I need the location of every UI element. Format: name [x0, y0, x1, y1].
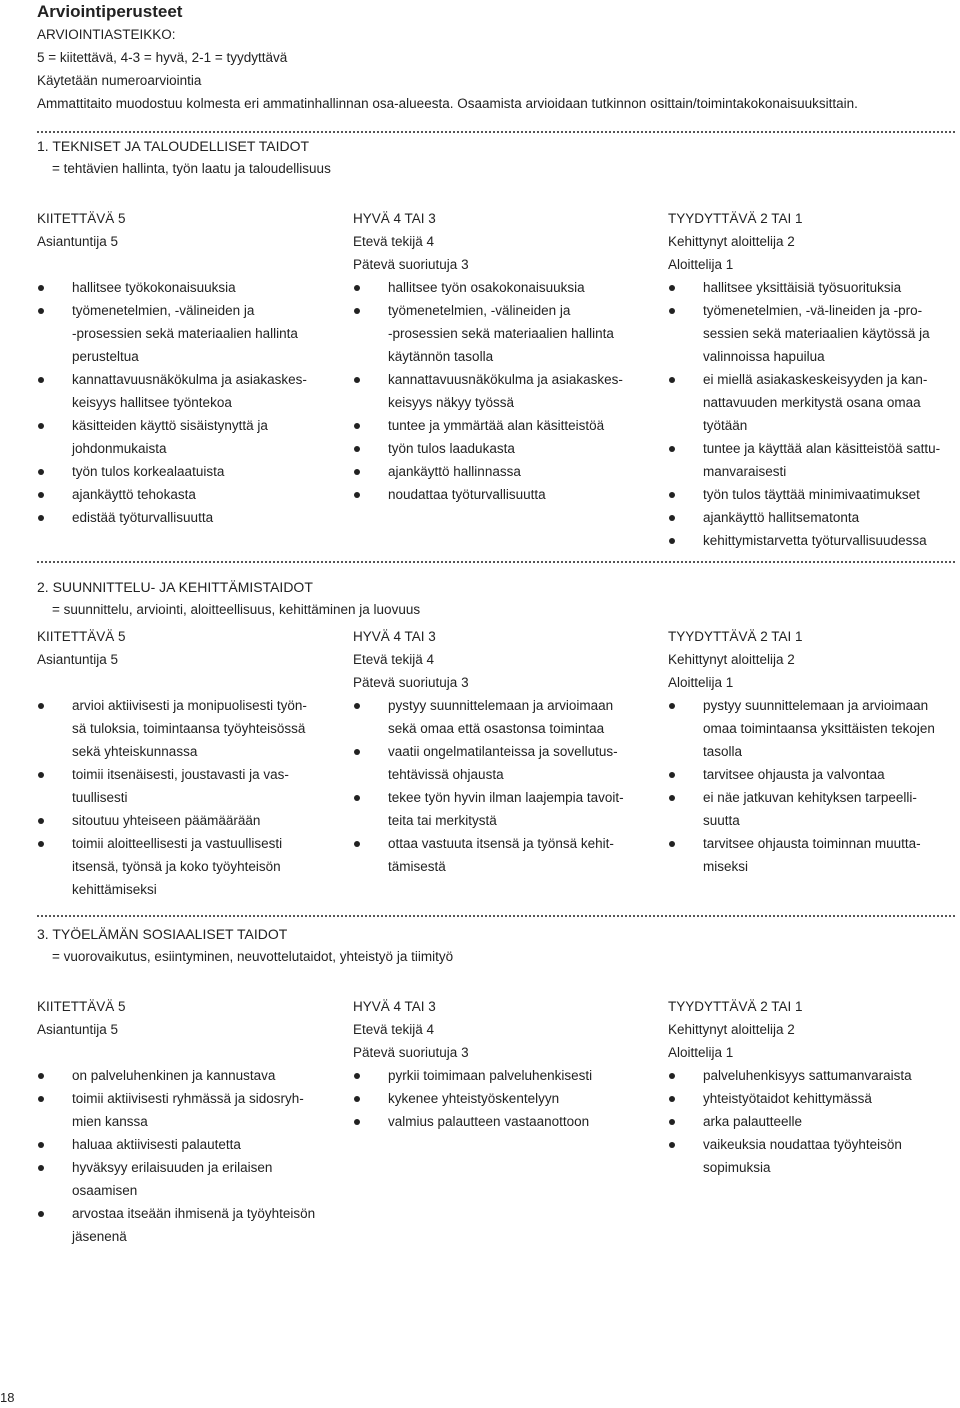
criteria-item: [668, 276, 953, 299]
section-heading: 2. SUUNNITTELU- JA KEHITTÄMISTAIDOT: [37, 579, 313, 595]
grade-column: [353, 207, 638, 506]
criteria-text: ajankäyttö hallitsematonta: [703, 510, 860, 525]
criteria-text: edistää työturvallisuutta: [72, 510, 214, 525]
criteria-item: [668, 1087, 953, 1110]
criteria-text: haluaa aktiivisesti palautetta: [72, 1137, 241, 1152]
criteria-item: [668, 763, 953, 786]
criteria-item: [668, 832, 953, 878]
criteria-text: kehittämiseksi: [72, 882, 157, 897]
level-label: Etevä tekijä 4: [353, 652, 435, 667]
section-heading: 1. TEKNISET JA TALOUDELLISET TAIDOT: [37, 138, 310, 154]
criteria-text: sä tuloksia, toimintaansa työyhteisössä: [72, 721, 306, 736]
criteria-item: [668, 437, 953, 483]
criteria-text: keisyys hallitsee työntekoa: [72, 395, 232, 410]
criteria-item: [353, 460, 638, 483]
grade-label: HYVÄ 4 TAI 3: [353, 211, 436, 226]
criteria-item: [353, 414, 638, 437]
criteria-item: [37, 1133, 322, 1156]
grade-label: KIITETTÄVÄ 5: [37, 629, 126, 644]
grade-column: [668, 625, 953, 878]
criteria-text: miseksi: [703, 859, 749, 874]
criteria-text: työmenetelmien, -välineiden ja: [388, 303, 571, 318]
criteria-item: [37, 1156, 322, 1202]
criteria-text: pystyy suunnittelemaan ja arvioimaan: [388, 698, 614, 713]
criteria-text: teita tai merkitystä: [388, 813, 497, 828]
criteria-text: sekä omaa että osastonsa toimintaa: [388, 721, 605, 736]
criteria-text: tuntee ja käyttää alan käsitteistöä sattu-: [703, 441, 941, 456]
section-divider: [37, 131, 955, 133]
criteria-text: kykenee yhteistyöskentelyyn: [388, 1091, 560, 1106]
criteria-text: arvostaa itseään ihmisenä ja työyhteisön: [72, 1206, 316, 1221]
criteria-text: vaikeuksia noudattaa työyhteisön: [703, 1137, 902, 1152]
criteria-item: [353, 368, 638, 414]
criteria-text: ei näe jatkuvan kehityksen tarpeelli-: [703, 790, 917, 805]
criteria-list: [37, 694, 322, 901]
section-heading: 3. TYÖELÄMÄN SOSIAALISET TAIDOT: [37, 926, 288, 942]
criteria-text: toimii aktiivisesti ryhmässä ja sidosryh-: [72, 1091, 304, 1106]
criteria-item: [37, 763, 322, 809]
level-label: Kehittynyt aloittelija 2: [668, 652, 795, 667]
criteria-item: [37, 1064, 322, 1087]
grade-column: [668, 995, 953, 1179]
competence-description: Ammattitaito muodostuu kolmesta eri ammatinhallinnan osa-alueesta. Osaamista arvioidaan tutkinnon osittain/toimintakokonaisuuksittain.: [37, 96, 858, 111]
criteria-text: työtään: [703, 418, 748, 433]
criteria-text: kannattavuusnäkökulma ja asiakaskes-: [72, 372, 307, 387]
level-label: [37, 1041, 322, 1064]
criteria-item: [37, 1087, 322, 1133]
grade-column: [668, 207, 953, 552]
criteria-item: [353, 276, 638, 299]
criteria-text: kannattavuusnäkökulma ja asiakaskes-: [388, 372, 623, 387]
criteria-item: [37, 483, 322, 506]
criteria-text: jäsenenä: [72, 1229, 127, 1244]
criteria-text: sessien sekä materiaalien käytössä ja: [703, 326, 930, 341]
criteria-item: [668, 1133, 953, 1179]
criteria-item: [37, 506, 322, 529]
criteria-text: suutta: [703, 813, 740, 828]
criteria-text: tuullisesti: [72, 790, 128, 805]
criteria-text: omaa toimintaansa yksittäisten tekojen: [703, 721, 935, 736]
criteria-list: [353, 276, 638, 506]
criteria-text: tehtävissä ohjausta: [388, 767, 504, 782]
level-label: Aloittelija 1: [668, 675, 734, 690]
criteria-text: yhteistyötaidot kehittymässä: [703, 1091, 872, 1106]
level-label: Pätevä suoriutuja 3: [353, 257, 469, 272]
level-label: Kehittynyt aloittelija 2: [668, 1022, 795, 1037]
criteria-item: [353, 832, 638, 878]
criteria-text: toimii itsenäisesti, joustavasti ja vas-: [72, 767, 289, 782]
criteria-item: [37, 1202, 322, 1248]
criteria-item: [668, 529, 953, 552]
criteria-item: [353, 694, 638, 740]
criteria-item: [353, 1110, 638, 1133]
criteria-text: sitoutuu yhteiseen päämäärään: [72, 813, 261, 828]
criteria-text: työmenetelmien, -välineiden ja: [72, 303, 255, 318]
criteria-text: ottaa vastuuta itsensä ja työnsä kehit-: [388, 836, 614, 851]
criteria-text: palveluhenkisyys sattumanvaraista: [703, 1068, 912, 1083]
level-label: Etevä tekijä 4: [353, 234, 435, 249]
criteria-item: [37, 832, 322, 901]
rating-scale-heading: ARVIOINTIASTEIKKO:: [37, 27, 176, 42]
section-subheading: = vuorovaikutus, esiintyminen, neuvottelutaidot, yhteistyö ja tiimityö: [52, 949, 454, 964]
rating-scale: 5 = kiitettävä, 4-3 = hyvä, 2-1 = tyydyttävä: [37, 50, 288, 65]
criteria-text: vaatii ongelmatilanteissa ja sovellutus-: [388, 744, 618, 759]
grade-column: [353, 995, 638, 1133]
grade-column: [37, 207, 322, 529]
criteria-text: valinnoissa hapuilua: [703, 349, 825, 364]
criteria-list: [37, 276, 322, 529]
criteria-text: itsensä, työnsä ja koko työyhteisön: [72, 859, 281, 874]
criteria-text: kehittymistarvetta työturvallisuudessa: [703, 533, 927, 548]
criteria-text: tämisestä: [388, 859, 446, 874]
criteria-item: [668, 483, 953, 506]
criteria-text: nattavuuden merkitystä osana omaa: [703, 395, 921, 410]
criteria-text: arka palautteelle: [703, 1114, 803, 1129]
criteria-text: valmius palautteen vastaanottoon: [388, 1114, 590, 1129]
criteria-text: ajankäyttö tehokasta: [72, 487, 196, 502]
criteria-item: [37, 694, 322, 763]
criteria-text: arvioi aktiivisesti ja monipuolisesti työn-: [72, 698, 307, 713]
criteria-list: [668, 694, 953, 878]
criteria-text: käsitteiden käyttö sisäistynyttä ja: [72, 418, 268, 433]
criteria-item: [353, 1064, 638, 1087]
level-label: Pätevä suoriutuja 3: [353, 1045, 469, 1060]
criteria-text: on palveluhenkinen ja kannustava: [72, 1068, 276, 1083]
criteria-item: [37, 299, 322, 368]
criteria-list: [37, 1064, 322, 1248]
criteria-text: työn tulos korkealaatuista: [72, 464, 225, 479]
criteria-text: toimii aloitteellisesti ja vastuullisesti: [72, 836, 283, 851]
criteria-item: [668, 786, 953, 832]
criteria-text: käytännön tasolla: [388, 349, 494, 364]
grade-column: [37, 625, 322, 901]
criteria-text: -prosessien sekä materiaalien hallinta: [72, 326, 298, 341]
criteria-text: tasolla: [703, 744, 743, 759]
criteria-text: osaamisen: [72, 1183, 138, 1198]
criteria-item: [353, 1087, 638, 1110]
criteria-text: hallitsee työkokonaisuuksia: [72, 280, 236, 295]
criteria-item: [668, 506, 953, 529]
criteria-text: tarvitsee ohjausta toiminnan muutta-: [703, 836, 921, 851]
level-label: [37, 671, 322, 694]
criteria-item: [353, 786, 638, 832]
criteria-text: mien kanssa: [72, 1114, 148, 1129]
criteria-text: tarvitsee ohjausta ja valvontaa: [703, 767, 885, 782]
criteria-item: [37, 414, 322, 460]
level-label: Asiantuntija 5: [37, 234, 119, 249]
criteria-text: hallitsee yksittäisiä työsuorituksia: [703, 280, 902, 295]
criteria-text: perusteltua: [72, 349, 139, 364]
criteria-list: [353, 694, 638, 878]
page-title: Arviointiperusteet: [37, 2, 183, 21]
criteria-item: [668, 1064, 953, 1087]
criteria-list: [668, 276, 953, 552]
criteria-text: sekä yhteiskunnassa: [72, 744, 198, 759]
level-label: Asiantuntija 5: [37, 652, 119, 667]
grade-label: KIITETTÄVÄ 5: [37, 211, 126, 226]
criteria-item: [353, 299, 638, 368]
criteria-item: [37, 809, 322, 832]
criteria-item: [353, 437, 638, 460]
level-label: [37, 253, 322, 276]
criteria-text: pyrkii toimimaan palveluhenkisesti: [388, 1068, 593, 1083]
criteria-text: noudattaa työturvallisuutta: [388, 487, 546, 502]
criteria-text: keisyys näkyy työssä: [388, 395, 515, 410]
grade-column: [37, 995, 322, 1248]
criteria-text: -prosessien sekä materiaalien hallinta: [388, 326, 614, 341]
criteria-text: manvaraisesti: [703, 464, 787, 479]
page-number: 18: [0, 1390, 15, 1405]
criteria-item: [37, 460, 322, 483]
criteria-text: työn tulos täyttää minimivaatimukset: [703, 487, 920, 502]
level-label: Etevä tekijä 4: [353, 1022, 435, 1037]
criteria-text: hyväksyy erilaisuuden ja erilaisen: [72, 1160, 273, 1175]
criteria-text: työmenetelmien, -vä-lineiden ja -pro-: [703, 303, 923, 318]
criteria-text: sopimuksia: [703, 1160, 771, 1175]
criteria-text: tekee työn hyvin ilman laajempia tavoit-: [388, 790, 624, 805]
criteria-text: pystyy suunnittelemaan ja arvioimaan: [703, 698, 929, 713]
criteria-text: työn tulos laadukasta: [388, 441, 515, 456]
criteria-item: [353, 740, 638, 786]
criteria-text: tuntee ja ymmärtää alan käsitteistöä: [388, 418, 605, 433]
section-divider: [37, 561, 955, 563]
section-subheading: = suunnittelu, arviointi, aloitteellisuus, kehittäminen ja luovuus: [52, 602, 421, 617]
criteria-item: [37, 368, 322, 414]
grade-label: KIITETTÄVÄ 5: [37, 999, 126, 1014]
level-label: Pätevä suoriutuja 3: [353, 675, 469, 690]
level-label: Aloittelija 1: [668, 257, 734, 272]
level-label: Asiantuntija 5: [37, 1022, 119, 1037]
criteria-list: [668, 1064, 953, 1179]
criteria-text: johdonmukaista: [72, 441, 167, 456]
numeric-rating-note: Käytetään numeroarviointia: [37, 73, 202, 88]
criteria-text: ei miellä asiakaskeskeisyyden ja kan-: [703, 372, 928, 387]
level-label: Aloittelija 1: [668, 1045, 734, 1060]
grade-label: TYYDYTTÄVÄ 2 TAI 1: [668, 629, 803, 644]
criteria-list: [353, 1064, 638, 1133]
section-divider: [37, 915, 955, 917]
criteria-item: [668, 694, 953, 763]
level-label: Kehittynyt aloittelija 2: [668, 234, 795, 249]
criteria-item: [37, 276, 322, 299]
criteria-item: [668, 1110, 953, 1133]
criteria-item: [668, 299, 953, 368]
criteria-text: ajankäyttö hallinnassa: [388, 464, 521, 479]
grade-label: TYYDYTTÄVÄ 2 TAI 1: [668, 999, 803, 1014]
grade-column: [353, 625, 638, 878]
criteria-item: [668, 368, 953, 437]
section-subheading: = tehtävien hallinta, työn laatu ja taloudellisuus: [52, 161, 331, 176]
grade-label: TYYDYTTÄVÄ 2 TAI 1: [668, 211, 803, 226]
criteria-text: hallitsee työn osakokonaisuuksia: [388, 280, 585, 295]
grade-label: HYVÄ 4 TAI 3: [353, 629, 436, 644]
criteria-item: [353, 483, 638, 506]
grade-label: HYVÄ 4 TAI 3: [353, 999, 436, 1014]
